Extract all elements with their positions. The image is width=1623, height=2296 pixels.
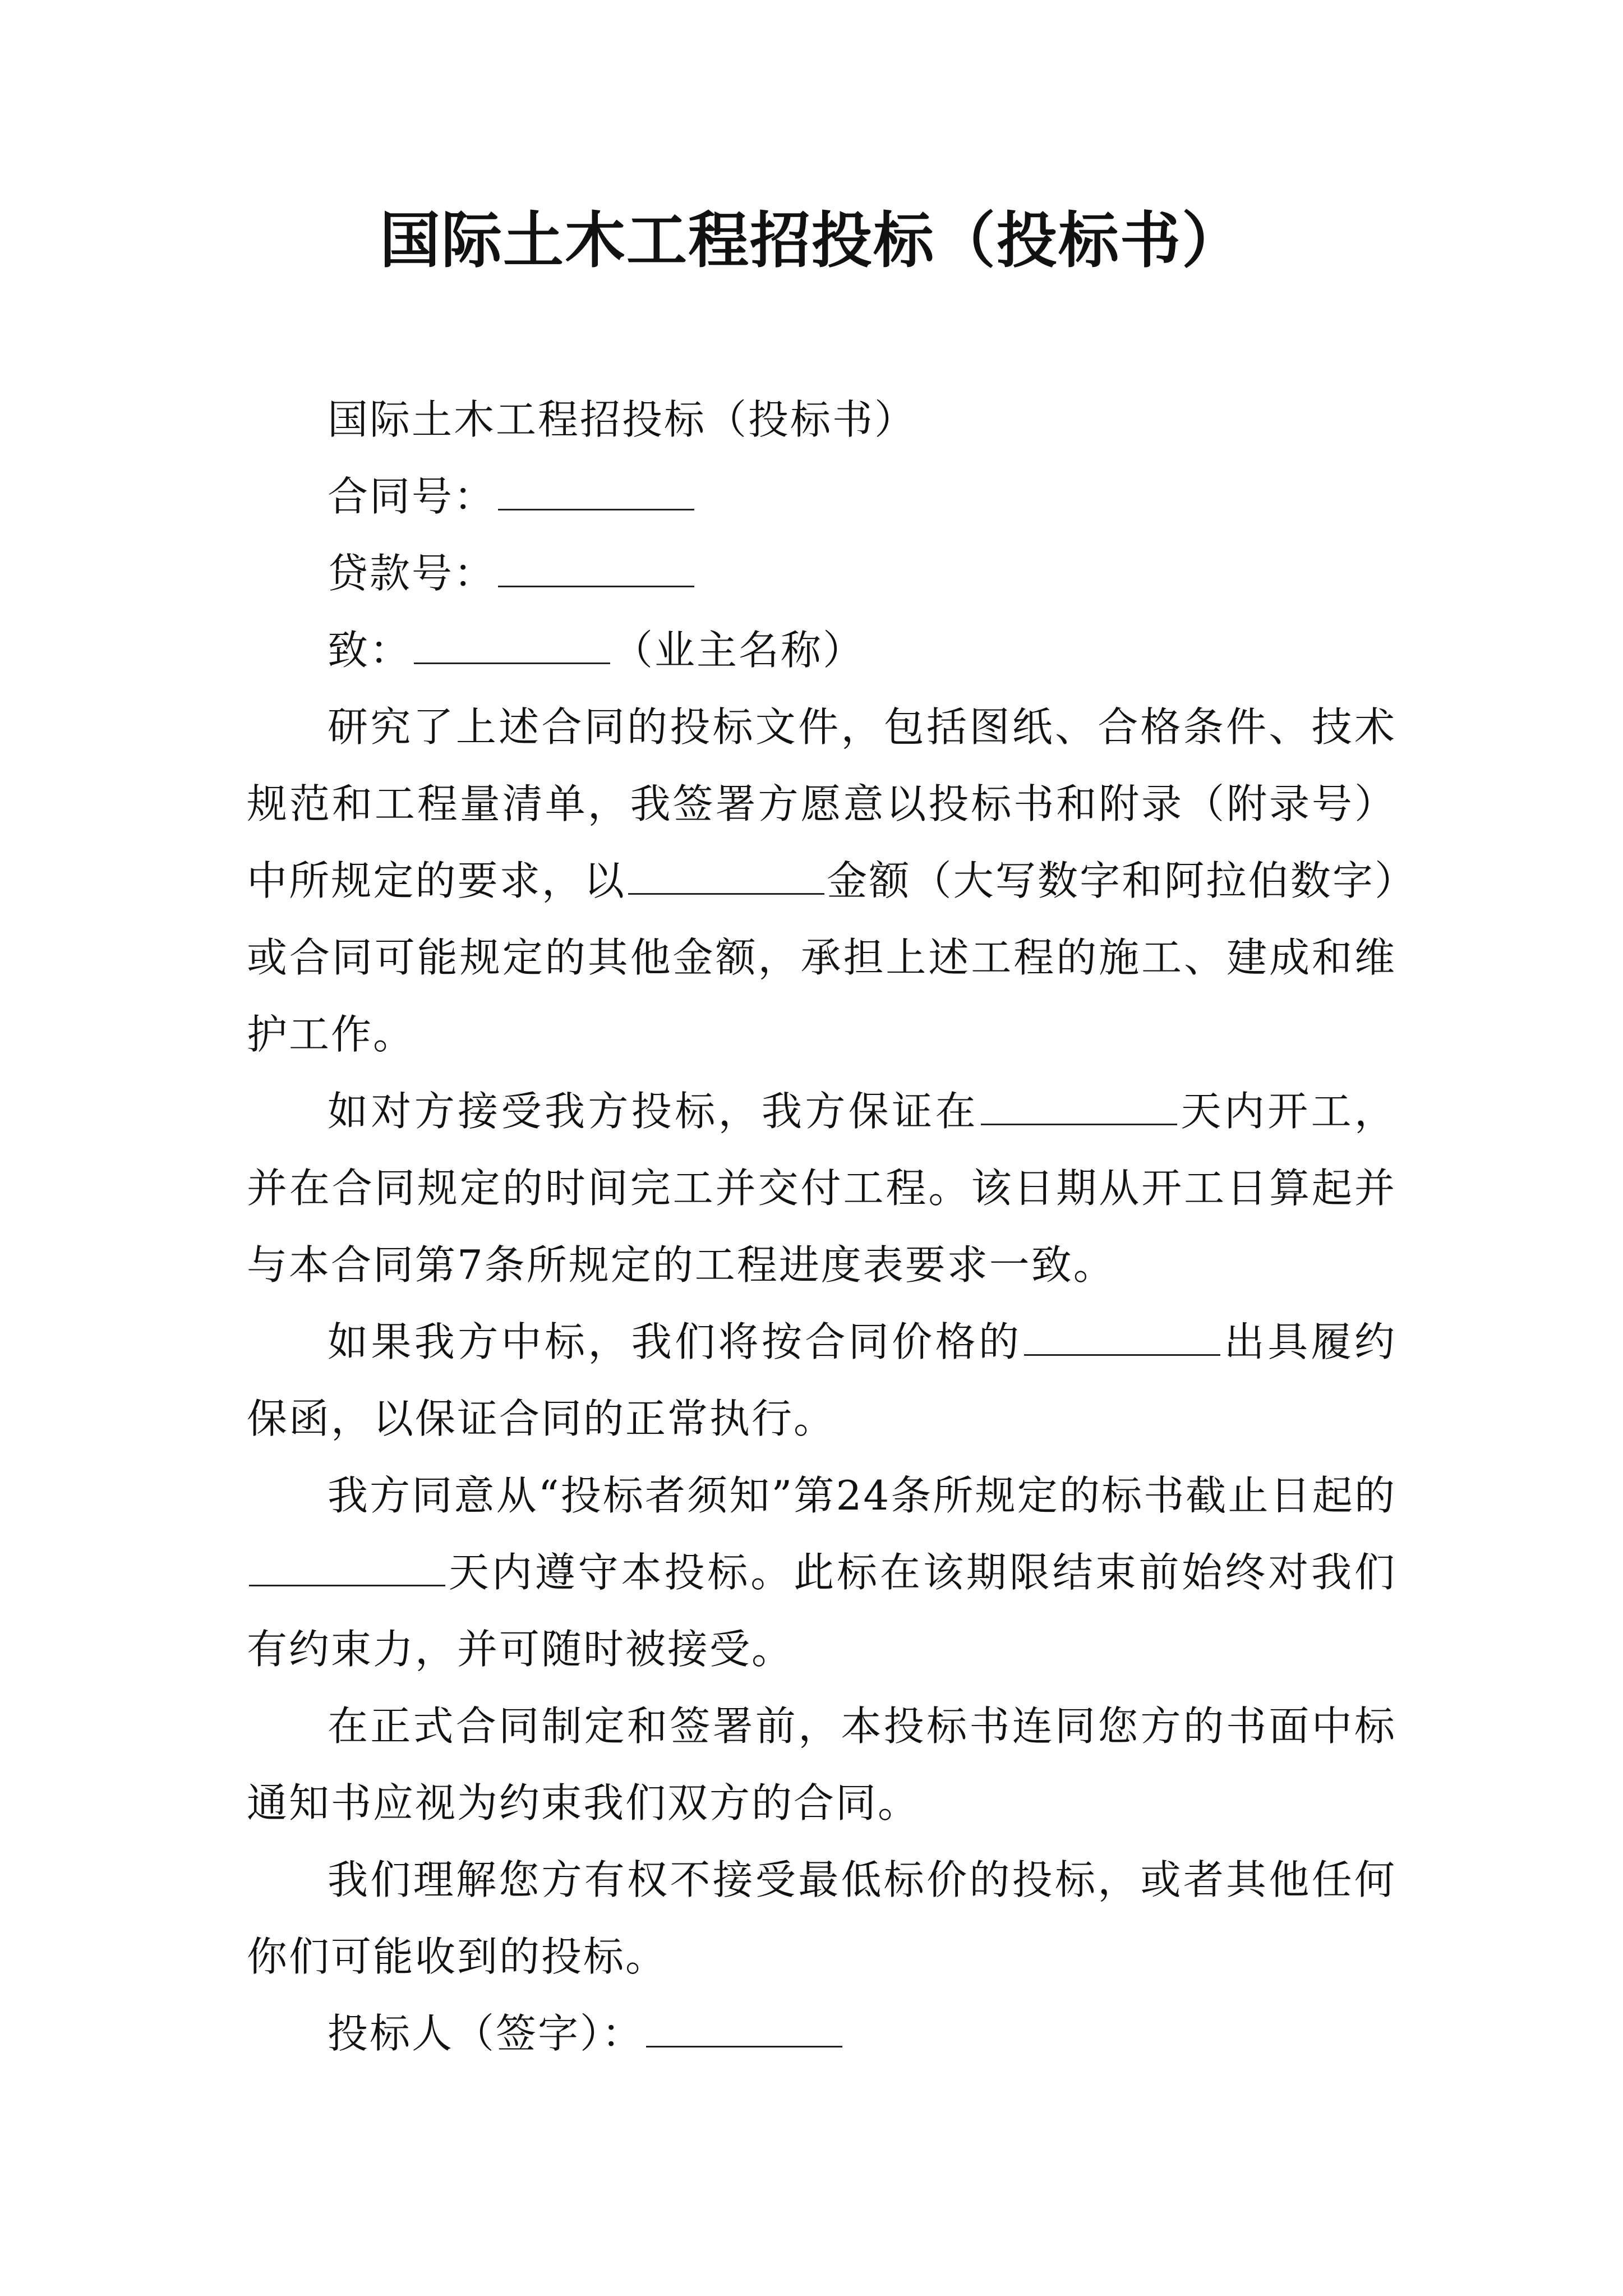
document-subtitle: 国际土木工程招投标（投标书） — [328, 396, 917, 443]
document-body — [247, 381, 1396, 2072]
paragraph-performance-bond-a: 如果我方中标，我们将按合同价格的 — [328, 1318, 1022, 1365]
loan-number-blank — [498, 552, 694, 587]
addressee-label: 致： — [328, 627, 412, 674]
signature-blank — [646, 2012, 842, 2047]
contract-number-label: 合同号： — [328, 473, 496, 520]
signer-line — [247, 1995, 1396, 2072]
owner-name-blank — [414, 629, 610, 664]
addressee-suffix: （业主名称） — [612, 627, 865, 674]
paragraph-lowest-bid: 我们理解您方有权不接受最低标价的投标，或者其他任何你们可能收到的投标。 — [247, 1856, 1396, 1980]
paragraph-bid-amount — [247, 689, 1396, 1073]
addressee-line — [247, 612, 1396, 689]
paragraph-start-date-a: 如对方接受我方投标，我方保证在 — [328, 1088, 979, 1135]
paragraph-start-date — [247, 1073, 1396, 1304]
paragraph-validity — [247, 1457, 1396, 1688]
paragraph-bid-amount-b: 金额（大写数字和阿拉伯数字）或合同可能规定的其他金额，承担上述工程的施工、建成和维护工作。 — [247, 857, 1396, 1058]
loan-number-line — [247, 535, 1396, 612]
contract-number-blank — [498, 475, 694, 510]
paragraph-validity-a: 我方同意从“投标者须知”第24条所规定的标书截止日起的 — [328, 1472, 1396, 1519]
bond-percentage-blank — [1024, 1320, 1220, 1356]
paragraph-bid-amount-a: 研究了上述合同的投标文件，包括图纸、合格条件、技术规范和工程量清单，我签署方愿意以投标书和附录（附录号）中所规定的要求，以 — [247, 703, 1396, 904]
start-days-blank — [981, 1090, 1177, 1125]
contract-number-line — [247, 458, 1396, 535]
bid-amount-blank — [628, 859, 824, 895]
paragraph-validity-b: 天内遵守本投标。此标在该期限结束前始终对我们有约束力，并可随时被接受。 — [247, 1549, 1396, 1673]
loan-number-label: 贷款号： — [328, 550, 496, 597]
document-title: 国际土木工程招投标（投标书） — [379, 206, 1243, 276]
paragraph-binding-contract: 在正式合同制定和签署前，本投标书连同您方的书面中标通知书应视为约束我们双方的合同。 — [247, 1703, 1396, 1826]
paragraph-performance-bond-b: 出具履约保函，以保证合同的正常执行。 — [247, 1318, 1396, 1442]
paragraph-start-date-b: 天内开工，并在合同规定的时间完工并交付工程。该日期从开工日算起并与本合同第7条所规定的工程进度表要求一致。 — [247, 1088, 1396, 1289]
validity-days-blank — [249, 1551, 445, 1586]
paragraph-performance-bond — [247, 1304, 1396, 1457]
signer-label: 投标人（签字）： — [328, 2010, 644, 2057]
